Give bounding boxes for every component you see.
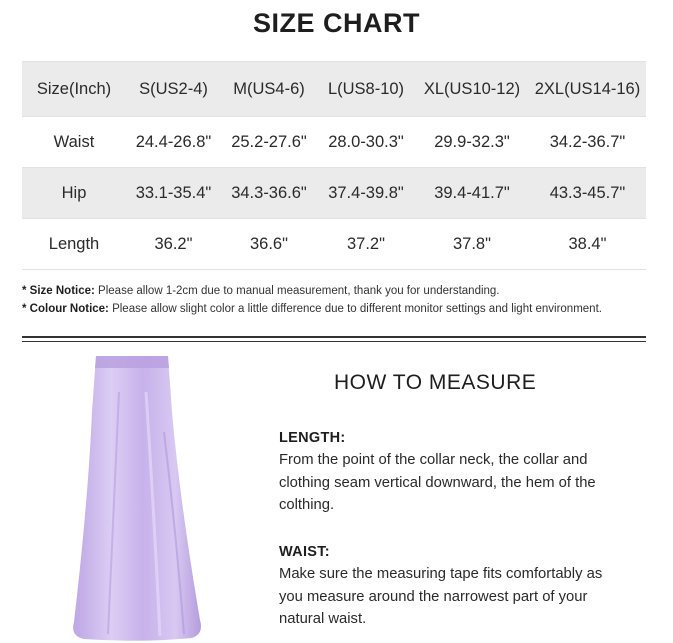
table-cell: 37.8" bbox=[415, 219, 529, 270]
size-notice bbox=[22, 285, 500, 297]
table-cell: 36.2" bbox=[126, 219, 221, 270]
table-row-length bbox=[22, 219, 646, 270]
row-label: Hip bbox=[22, 168, 126, 219]
length-heading: LENGTH: bbox=[279, 430, 346, 446]
colour-notice bbox=[22, 303, 602, 315]
row-label: Waist bbox=[22, 117, 126, 168]
skirt-product-image bbox=[64, 352, 214, 643]
waist-heading: WAIST: bbox=[279, 544, 330, 560]
table-cell: 29.9-32.3" bbox=[415, 117, 529, 168]
table-cell: 36.6" bbox=[221, 219, 317, 270]
how-to-measure-title: HOW TO MEASURE bbox=[334, 371, 537, 394]
table-cell: 24.4-26.8" bbox=[126, 117, 221, 168]
header-cell: L(US8-10) bbox=[317, 62, 415, 117]
colour-notice-label: * Colour Notice: bbox=[22, 303, 109, 315]
divider-line-top bbox=[22, 336, 646, 338]
waist-description: Make sure the measuring tape fits comfortably as you measure around the narrowest part of your natural waist. bbox=[279, 566, 603, 627]
header-cell: Size(Inch) bbox=[22, 62, 126, 117]
row-label: Length bbox=[22, 219, 126, 270]
header-cell: S(US2-4) bbox=[126, 62, 221, 117]
table-cell: 37.2" bbox=[317, 219, 415, 270]
length-description: From the point of the collar neck, the collar and clothing seam vertical downward, the hem of the colthing. bbox=[279, 452, 596, 513]
table-cell: 38.4" bbox=[529, 219, 646, 270]
size-notice-label: * Size Notice: bbox=[22, 285, 95, 297]
table-cell: 39.4-41.7" bbox=[415, 168, 529, 219]
size-chart-table bbox=[22, 61, 646, 270]
header-cell: 2XL(US14-16) bbox=[529, 62, 646, 117]
size-chart-title: SIZE CHART bbox=[253, 8, 420, 38]
divider-line-bottom bbox=[22, 341, 646, 342]
table-cell: 37.4-39.8" bbox=[317, 168, 415, 219]
header-cell: M(US4-6) bbox=[221, 62, 317, 117]
table-cell: 34.2-36.7" bbox=[529, 117, 646, 168]
size-notice-text: Please allow 1-2cm due to manual measurement, thank you for understanding. bbox=[94, 285, 500, 297]
table-cell: 33.1-35.4" bbox=[126, 168, 221, 219]
table-cell: 25.2-27.6" bbox=[221, 117, 317, 168]
table-row-hip bbox=[22, 168, 646, 219]
table-cell: 43.3-45.7" bbox=[529, 168, 646, 219]
table-row-waist bbox=[22, 117, 646, 168]
colour-notice-text: Please allow slight color a little difference due to different monitor settings and light environment. bbox=[108, 303, 602, 315]
table-header-row bbox=[22, 62, 646, 117]
table-cell: 34.3-36.6" bbox=[221, 168, 317, 219]
table-cell: 28.0-30.3" bbox=[317, 117, 415, 168]
header-cell: XL(US10-12) bbox=[415, 62, 529, 117]
